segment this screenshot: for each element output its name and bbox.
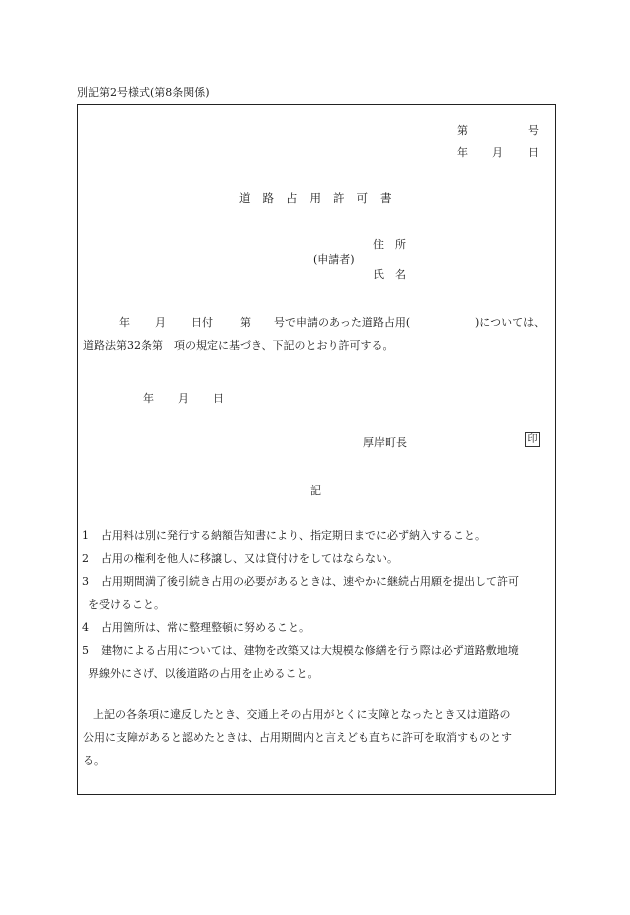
closing-line: 上記の各条項に違反したとき、交通上その占用がとくに支障となったとき又は道路の: [93, 708, 511, 721]
number-dai: 第: [457, 124, 468, 137]
condition-text: 占用料は別に発行する納額告知書により、指定期日までに必ず納入すること。: [101, 529, 486, 542]
date-top-year: 年: [457, 146, 468, 159]
closing-line: る。: [83, 754, 105, 767]
issue-year: 年: [143, 392, 154, 405]
applicant-name-label: 氏 名: [373, 268, 406, 281]
issuer: 厚岸町長: [363, 436, 407, 449]
condition-text: 占用の権利を他人に移譲し、又は貸付けをしてはならない。: [101, 552, 398, 565]
form-label: 別記第2号様式(第8条関係): [77, 86, 210, 99]
body-month: 月: [155, 316, 166, 329]
condition-text-cont: を受けること。: [88, 598, 165, 611]
seal-mark: 印: [525, 432, 540, 447]
applicant-address-label: 住 所: [373, 238, 406, 251]
body-line-2: 道路法第32条第 項の規定に基づき、下記のとおり許可する。: [83, 339, 394, 352]
condition-num: 1: [82, 529, 89, 542]
condition-text: 占用箇所は、常に整理整頓に努めること。: [101, 621, 310, 634]
condition-text-cont: 界線外にさげ、以後道路の占用を止めること。: [88, 667, 319, 680]
condition-num: 3: [82, 575, 89, 588]
body-dai: 第: [240, 316, 251, 329]
body-text: 号で申請のあった道路占用(: [274, 316, 411, 329]
closing-line: 公用に支障があると認めたときは、占用期間内と言えども直ちに許可を取消すものとす: [83, 731, 512, 744]
number-go: 号: [528, 124, 539, 137]
condition-num: 2: [82, 552, 89, 565]
ki-heading: 記: [310, 484, 321, 497]
body-day: 日付: [191, 316, 213, 329]
form-frame: [77, 104, 556, 795]
condition-num: 5: [82, 644, 89, 657]
condition-text: 建物による占用については、建物を改築又は大規模な修繕を行う際は必ず道路敷地境: [101, 644, 519, 657]
document-title: 道路占用許可書: [239, 191, 404, 205]
condition-num: 4: [82, 621, 89, 634]
date-top-month: 月: [492, 146, 503, 159]
issue-day: 日: [213, 392, 224, 405]
applicant-label: (申請者): [313, 253, 355, 266]
body-close: )については、: [475, 316, 546, 329]
issue-month: 月: [178, 392, 189, 405]
body-year: 年: [119, 316, 130, 329]
condition-text: 占用期間満了後引続き占用の必要があるときは、速やかに継続占用願を提出して許可: [101, 575, 519, 588]
date-top-day: 日: [528, 146, 539, 159]
